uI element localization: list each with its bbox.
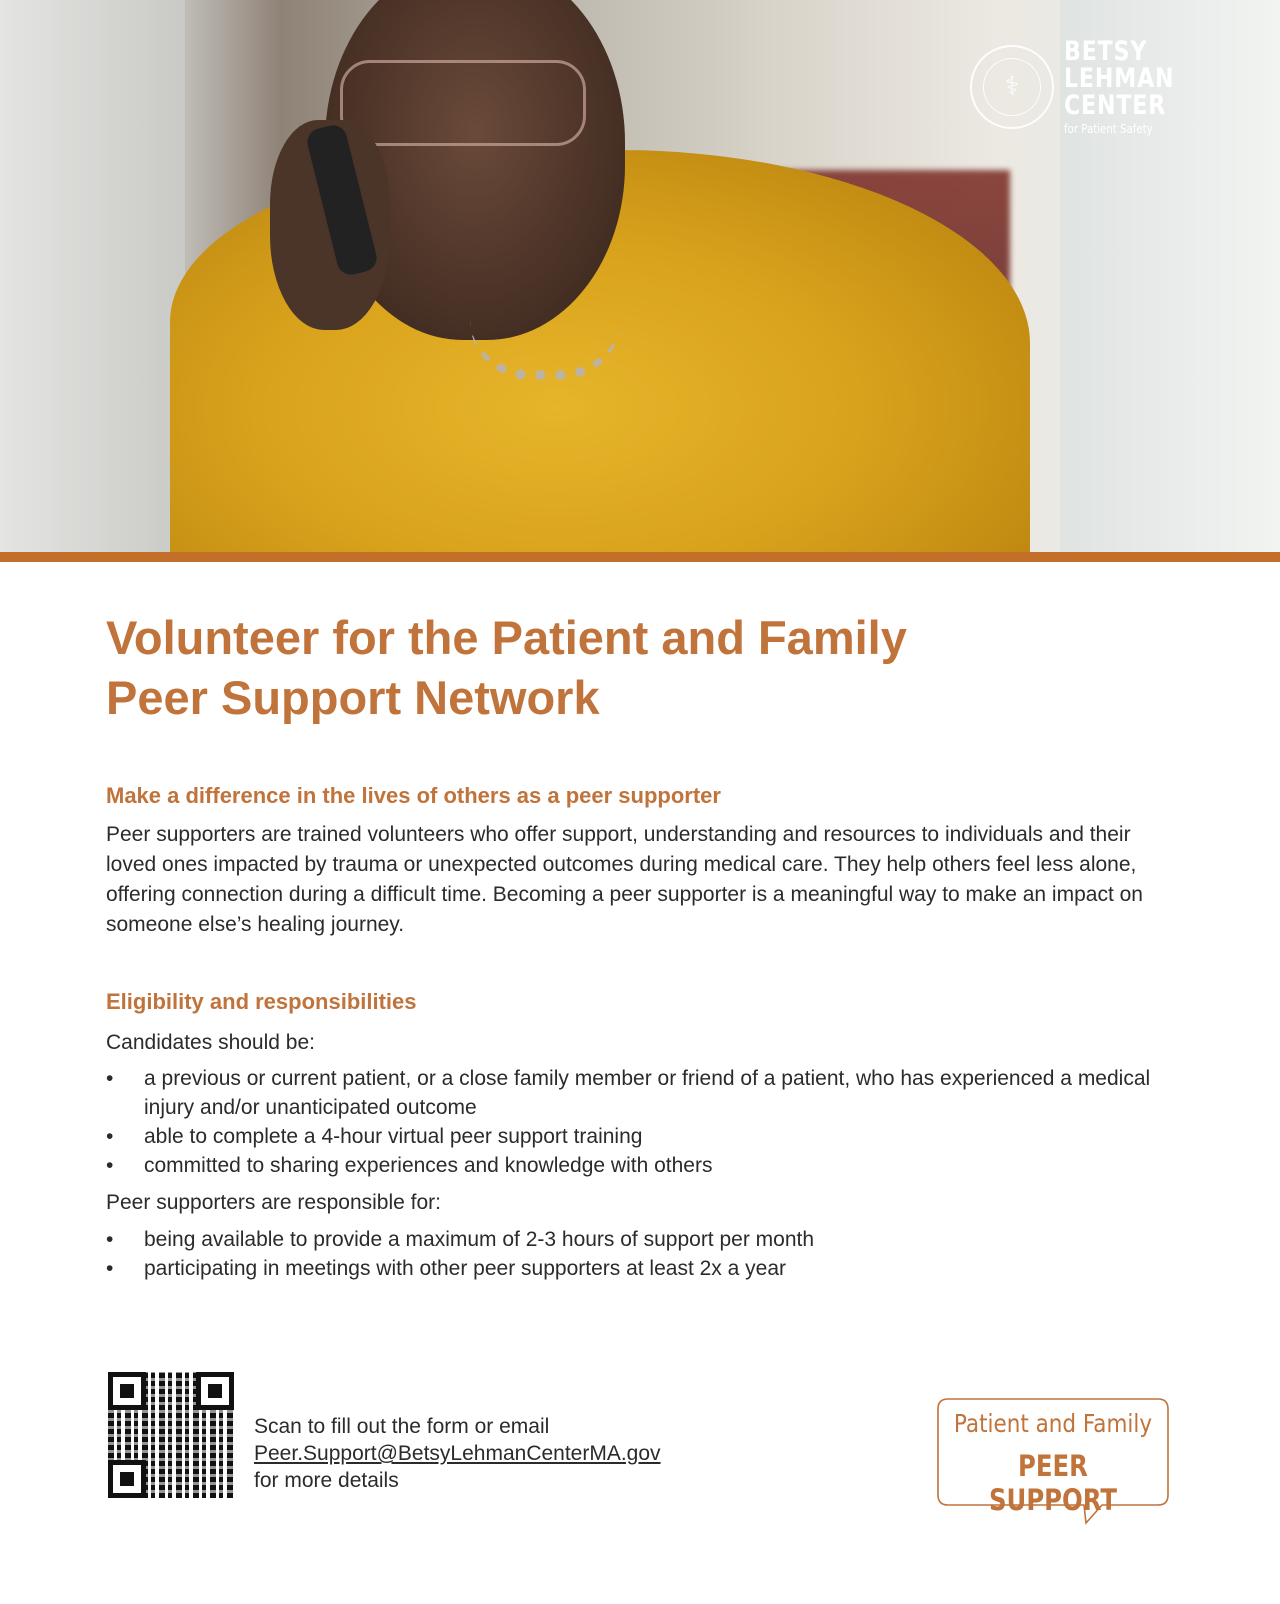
qr-code[interactable]: [108, 1372, 234, 1498]
logo-line-3: CENTER: [1064, 90, 1167, 121]
peer-support-badge: [934, 1395, 1172, 1521]
logo-line-2: LEHMAN: [1064, 63, 1175, 94]
caduceus-seal-icon: ⚕: [970, 45, 1054, 129]
contact-text: [254, 1413, 661, 1494]
badge-line-2: PEER SUPPORT: [988, 1449, 1118, 1517]
candidates-list: [106, 1064, 1186, 1180]
contact-line-3: for more details: [254, 1469, 399, 1492]
qr-finder: [196, 1372, 234, 1410]
section-heading-difference: Make a difference in the lives of others as a peer supporter: [106, 783, 721, 808]
logo-tagline: for Patient Safety: [1064, 122, 1153, 136]
section-body-difference: Peer supporters are trained volunteers who offer support, understanding and resources to individuals and their loved ones impacted by trauma or unexpected outcomes during medical care. They help others feel less alone, offering connection during a difficult time. Becoming a peer supporter is a meaningful way to make an impact on someone else’s healing journey.: [106, 823, 1143, 936]
list-item: • able to complete a 4-hour virtual peer support training: [106, 1122, 1186, 1151]
hero-photo: [0, 0, 1280, 552]
list-item: • a previous or current patient, or a close family member or friend of a patient, who has experienced a medical injury and/or unanticipated outcome: [106, 1064, 1186, 1122]
qr-finder: [108, 1372, 146, 1410]
email-link[interactable]: Peer.Support@BetsyLehmanCenterMA.gov: [254, 1442, 661, 1465]
list-item: • being available to provide a maximum of 2-3 hours of support per month: [106, 1225, 1186, 1254]
divider-rule: [0, 552, 1280, 562]
candidates-intro: Candidates should be:: [106, 1031, 315, 1054]
page-title: Volunteer for the Patient and Family Peer Support Network: [106, 611, 907, 724]
list-item: • participating in meetings with other peer supporters at least 2x a year: [106, 1254, 1186, 1283]
contact-line-1: Scan to fill out the form or email: [254, 1415, 550, 1438]
qr-finder: [108, 1460, 146, 1498]
photo-glasses: [340, 60, 586, 146]
photo-wall: [0, 0, 185, 552]
section-heading-eligibility: Eligibility and responsibilities: [106, 989, 417, 1014]
badge-line-1: Patient and Family: [953, 1409, 1153, 1438]
list-item: • committed to sharing experiences and knowledge with others: [106, 1151, 1186, 1180]
logo-line-1: BETSY: [1064, 36, 1148, 67]
responsibilities-list: [106, 1225, 1186, 1283]
responsibilities-intro: Peer supporters are responsible for:: [106, 1191, 442, 1214]
betsy-lehman-logo: [970, 38, 1199, 135]
